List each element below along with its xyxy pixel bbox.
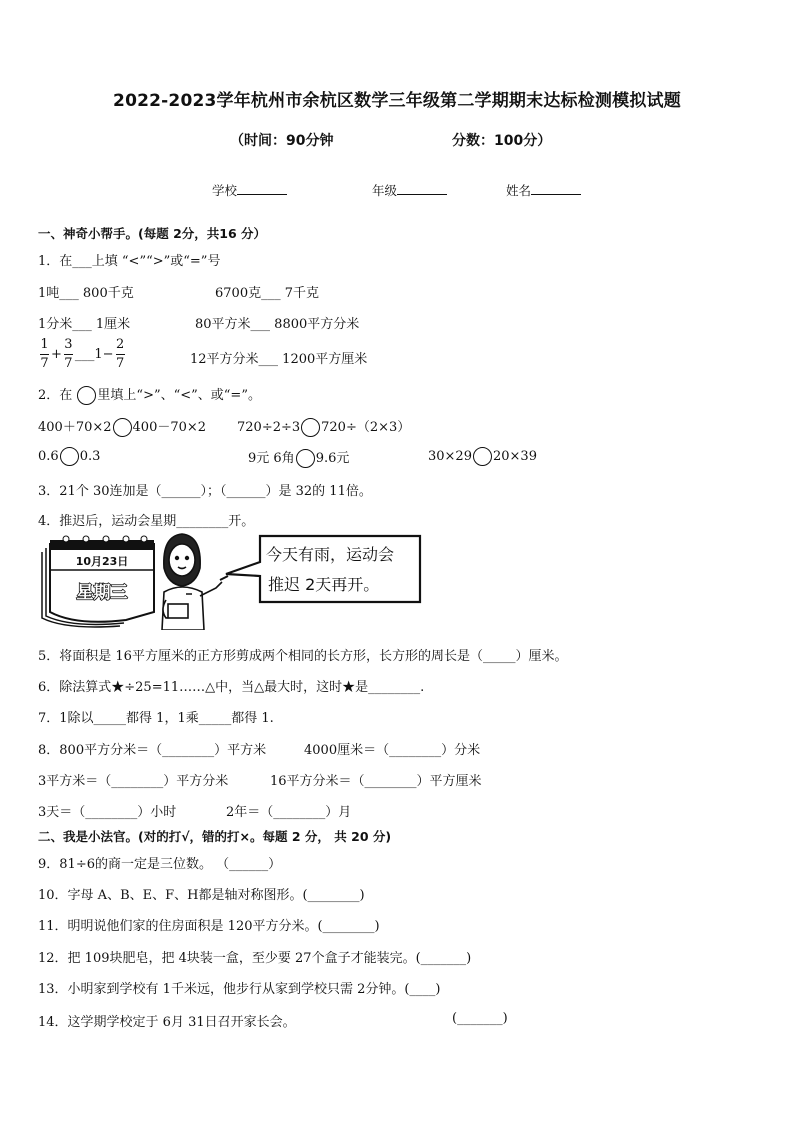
q1-row3-a — [38, 338, 127, 371]
calendar-icon — [42, 536, 154, 627]
q2-row1-b: 720÷2÷3 720÷（2×3） — [237, 420, 411, 435]
grade-field — [372, 181, 447, 199]
q12: 12．把 109块肥皂，把 4块装一盒，至少要 27个盒子才能装完。(_______) — [38, 951, 472, 966]
answer-circle[interactable] — [113, 418, 132, 437]
q8-row1-a: 8．800平方分米＝（________）平方米 — [38, 743, 267, 758]
section2-heading: 二、我是小法官。(对的打√，错的打×。每题 2 分， 共 20 分) — [38, 829, 392, 844]
q10: 10．字母 A、B、E、F、H都是轴对称图形。(________) — [38, 888, 365, 903]
q2-stem: 2．在 里填上“>”、“<”、或“=”。 — [38, 388, 261, 403]
girl-figure — [162, 534, 228, 630]
plus-sign: + — [51, 347, 62, 362]
grade-label: 年级 — [372, 183, 398, 198]
answer-circle[interactable] — [301, 418, 320, 437]
name-label: 姓名 — [506, 183, 532, 198]
fraction: $\frac{1}{7}$ — [40, 337, 49, 371]
section1-heading: 一、神奇小帮手。(每题 2分，共16 分） — [38, 226, 267, 241]
q6: 6．除法算式★÷25=11……△中，当△最大时，这时★是________. — [38, 680, 425, 695]
q14-answer: (_______) — [452, 1011, 508, 1026]
q1-row1-b: 6700克___ 7千克 — [215, 286, 319, 301]
q5: 5．将面积是 16平方厘米的正方形剪成两个相同的长方形，长方形的周长是（_____）厘米。 — [38, 649, 568, 664]
q8-row1-b: 4000厘米＝（________）分米 — [304, 743, 481, 758]
q1-row2-b: 80平方米___ 8800平方分米 — [195, 317, 360, 332]
q14: 14．这学期学校定于 6月 31日召开家长会。 — [38, 1015, 296, 1030]
q8-row3-a: 3天＝（________）小时 — [38, 805, 177, 820]
q1-row3-b: 12平方分米___ 1200平方厘米 — [190, 352, 368, 367]
calendar-date: 10月23日 — [75, 555, 129, 568]
q11: 11．明明说他们家的住房面积是 120平方分米。(________) — [38, 919, 380, 934]
q7: 7．1除以_____都得 1，1乘_____都得 1. — [38, 711, 274, 726]
exam-score: 分数：100分） — [452, 133, 552, 149]
exam-time: （时间：90分钟 — [230, 133, 334, 149]
grade-blank[interactable] — [397, 181, 447, 195]
bubble-line-2: 推迟 2天再开。 — [268, 575, 380, 594]
q8-row3-b: 2年＝（________）月 — [226, 805, 352, 820]
answer-circle[interactable] — [473, 447, 492, 466]
name-field — [506, 181, 581, 199]
answer-circle[interactable] — [60, 447, 79, 466]
q2-row2-a: 0.6 0.3 — [38, 449, 101, 464]
q1-row2-a: 1分米___ 1厘米 — [38, 317, 131, 332]
q8-row2-a: 3平方米＝（________）平方分米 — [38, 774, 229, 789]
name-blank[interactable] — [531, 181, 581, 195]
school-label: 学校 — [212, 183, 238, 198]
answer-circle — [77, 386, 96, 405]
q4: 4．推迟后，运动会星期________开。 — [38, 514, 255, 529]
q3: 3．21个 30连加是（______）；（______）是 32的 11倍。 — [38, 484, 372, 499]
school-field — [212, 181, 287, 199]
q2-row2-c: 30×29 20×39 — [428, 449, 537, 464]
speech-bubble — [226, 536, 420, 602]
q2-row1-a: 400＋70×2 400－70×2 — [38, 420, 207, 435]
q4-illustration — [36, 530, 436, 630]
q8-row2-b: 16平方分米＝（________）平方厘米 — [270, 774, 482, 789]
bubble-line-1: 今天有雨，运动会 — [266, 545, 395, 564]
answer-circle[interactable] — [296, 449, 315, 468]
q9: 9．81÷6的商一定是三位数。 （______） — [38, 857, 282, 872]
q1-row1-a: 1吨___ 800千克 — [38, 286, 134, 301]
q13: 13．小明家到学校有 1千米远，他步行从家到学校只需 2分钟。(____) — [38, 982, 441, 997]
fraction: $\frac{2}{7}$ — [115, 337, 125, 371]
q2-row2-b: 9元 6角 9.6元 — [248, 451, 350, 466]
compare-blank: ___1− — [74, 347, 114, 362]
school-blank[interactable] — [237, 181, 287, 195]
q1-stem: 1．在___上填 “<”“>”或“=”号 — [38, 254, 221, 269]
exam-title: 2022-2023学年杭州市余杭区数学三年级第二学期期末达标检测模拟试题 — [113, 91, 681, 111]
calendar-weekday: 星期三 — [76, 583, 128, 603]
fraction: $\frac{3}{7}$ — [64, 337, 73, 371]
